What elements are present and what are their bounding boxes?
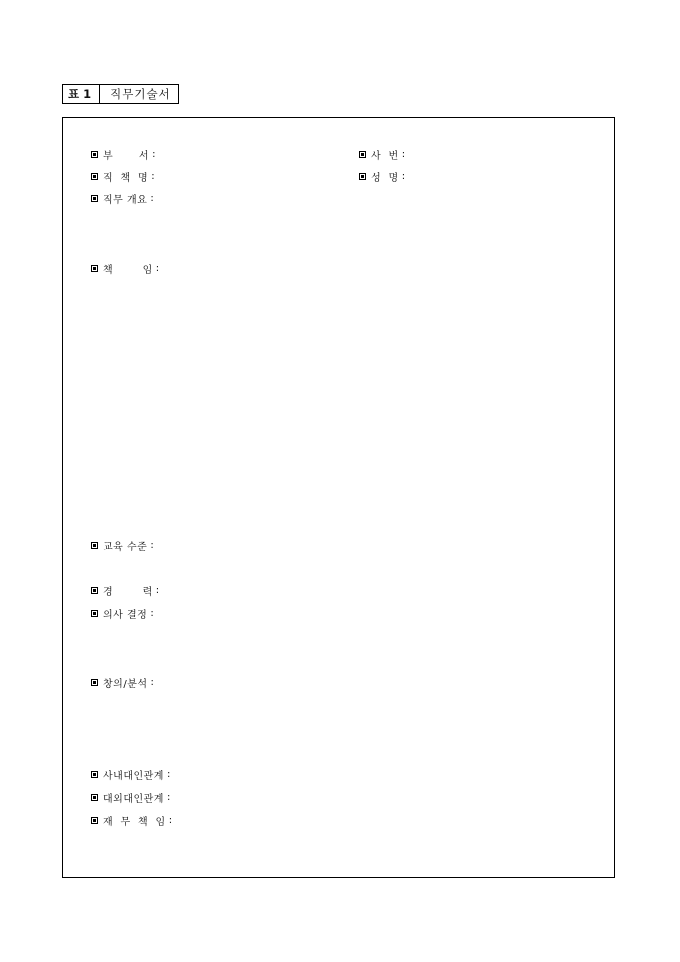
field-colon: : xyxy=(401,170,406,182)
field-financial-responsibility xyxy=(91,813,172,827)
field-label: 경 력 xyxy=(103,586,153,598)
square-bullet-icon xyxy=(359,173,366,180)
square-bullet-icon xyxy=(91,610,98,617)
field-internal-relations xyxy=(91,767,170,781)
field-label: 부 서 xyxy=(103,150,150,162)
field-label: 성 명 xyxy=(371,172,399,184)
field-colon: : xyxy=(150,192,154,204)
field-responsibility xyxy=(91,261,159,275)
square-bullet-icon xyxy=(91,151,98,158)
field-decision xyxy=(91,606,154,620)
square-bullet-icon xyxy=(91,542,98,549)
square-bullet-icon xyxy=(91,794,98,801)
field-colon: : xyxy=(401,148,406,160)
field-label: 창의/분석 xyxy=(103,678,148,690)
square-bullet-icon xyxy=(91,817,98,824)
field-experience xyxy=(91,583,159,597)
field-creativity xyxy=(91,675,154,689)
field-colon: : xyxy=(166,768,171,780)
field-colon: : xyxy=(150,607,154,619)
field-colon: : xyxy=(168,814,173,826)
table-number: 표 1 xyxy=(63,85,100,103)
square-bullet-icon xyxy=(91,265,98,272)
field-colon: : xyxy=(150,539,154,551)
field-label: 교육 수준 xyxy=(103,541,148,553)
square-bullet-icon xyxy=(91,195,98,202)
field-employee-no xyxy=(359,147,405,161)
field-colon: : xyxy=(155,262,160,274)
field-department xyxy=(91,147,155,161)
field-label: 사내대인관계 xyxy=(103,770,164,782)
field-education xyxy=(91,538,154,552)
table-title: 직무기술서 xyxy=(110,87,171,101)
square-bullet-icon xyxy=(91,679,98,686)
field-job-summary xyxy=(91,191,154,205)
field-position xyxy=(91,169,155,183)
field-colon: : xyxy=(155,584,160,596)
field-label: 직무 개요 xyxy=(103,194,148,206)
job-description-form xyxy=(62,117,615,878)
field-external-relations xyxy=(91,790,170,804)
field-colon: : xyxy=(166,791,171,803)
field-label: 의사 결정 xyxy=(103,609,148,621)
table-caption xyxy=(62,84,179,104)
field-label: 책 임 xyxy=(103,264,153,276)
field-colon: : xyxy=(150,676,154,688)
field-colon: : xyxy=(151,170,155,182)
field-colon: : xyxy=(152,148,156,160)
field-label: 사 번 xyxy=(371,150,399,162)
square-bullet-icon xyxy=(359,151,366,158)
square-bullet-icon xyxy=(91,587,98,594)
square-bullet-icon xyxy=(91,173,98,180)
field-label: 직 책 명 xyxy=(103,172,149,184)
field-label: 대외대인관계 xyxy=(103,793,164,805)
field-label: 재 무 책 임 xyxy=(103,816,166,828)
square-bullet-icon xyxy=(91,771,98,778)
field-name xyxy=(359,169,405,183)
